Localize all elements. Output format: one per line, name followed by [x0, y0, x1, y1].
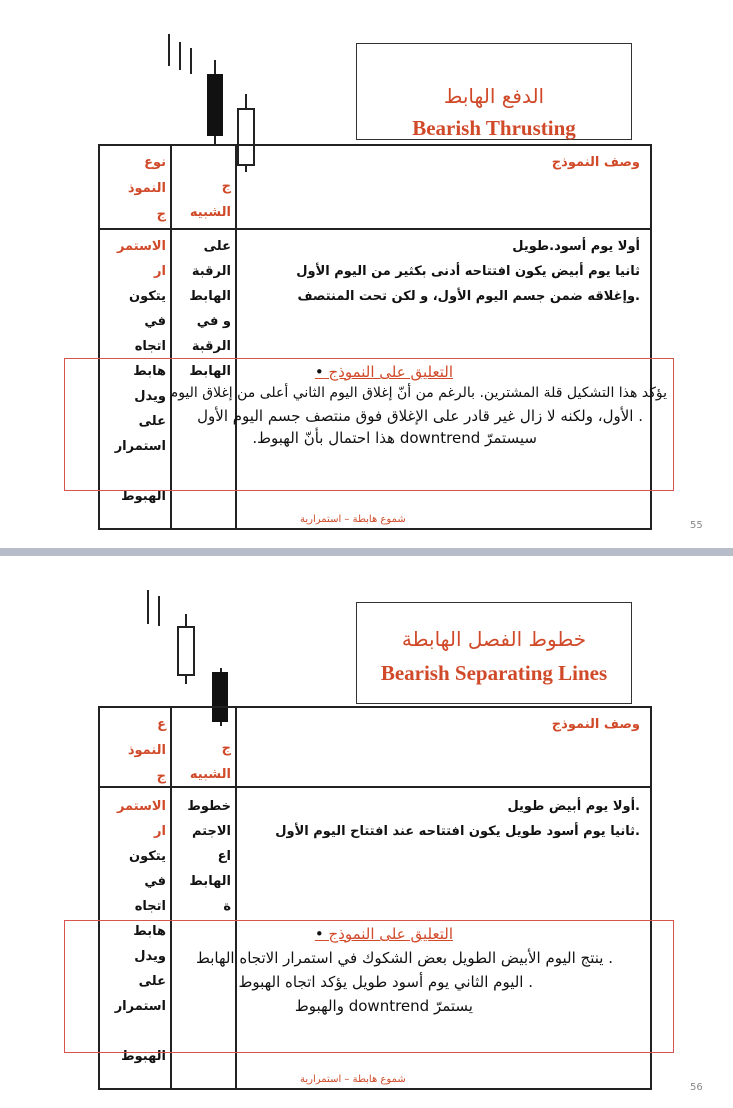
title-english: Bearish Separating Lines	[380, 661, 608, 685]
slide-separator	[0, 548, 733, 556]
tick-mark	[147, 590, 149, 624]
row-divider	[100, 228, 650, 230]
comment-line: يؤكد هذا التشكيل قلة المشترين. بالرغم من أنّ إغلاق اليوم الثاني أعلى من إغلاق اليوم	[169, 385, 667, 401]
page-number: 56	[690, 1082, 703, 1093]
tick-mark	[179, 42, 181, 70]
pattern-type: الاستمر ار يتكون في اتجاه هابط ويدل على استمرار الهبوط	[114, 799, 166, 1064]
pattern-description: .أولا يوم أبيض طويل .ثانيا يوم أسود طويل يكون افتتاحه عند افتتاح اليوم الأول	[275, 799, 640, 839]
comment-line: . الأول، ولكنه لا زال غير قادر على الإغلاق فوق منتصف جسم اليوم الأول	[197, 407, 643, 425]
header-similar: ج الشبيه	[189, 179, 231, 220]
header-type: نوع النموذ ج	[127, 155, 166, 222]
similar-patterns: على الرقبة الهابط و في الرقبة الهابط	[189, 239, 231, 379]
tick-mark	[168, 34, 170, 66]
title-box	[356, 43, 632, 140]
comment-title: التعليق على النموذج •	[314, 363, 453, 381]
title-box	[356, 602, 632, 704]
comment-box	[64, 920, 674, 1053]
title-arabic: الدفع الهابط	[443, 84, 545, 108]
slide-footer: شموع هابطة – استمرارية	[300, 514, 406, 525]
comment-line: . ينتج اليوم الأبيض الطويل بعض الشكوك في استمرار الاتجاه الهابط	[195, 949, 613, 967]
header-type: ع النموذ ج	[127, 717, 166, 784]
pattern-type: الاستمر ار يتكون في اتجاه هابط ويدل على استمرار الهبوط	[114, 239, 166, 504]
similar-patterns: خطوط الاجتم اع الهابط ة	[187, 799, 231, 914]
white-candle-icon	[177, 626, 195, 676]
slide-footer: شموع هابطة – استمرارية	[300, 1074, 406, 1085]
header-description: وصف النموذج	[551, 155, 640, 170]
title-arabic: خطوط الفصل الهابطة	[401, 627, 587, 651]
tick-mark	[190, 48, 192, 74]
slide-56	[0, 556, 733, 1108]
black-candle-icon	[207, 74, 223, 136]
tick-mark	[158, 596, 160, 626]
comment-title: التعليق على النموذج •	[314, 925, 453, 943]
header-similar: ج الشبيه	[189, 741, 231, 782]
comment-line: يستمرّ downtrend والهبوط	[294, 997, 473, 1015]
comment-line: سيستمرّ downtrend هذا احتمال بأنّ الهبوط.	[252, 429, 537, 447]
comment-line: . اليوم الثاني يوم أسود طويل يؤكد اتجاه الهبوط	[238, 973, 533, 991]
slide-55	[0, 0, 733, 548]
comment-box	[64, 358, 674, 491]
title-english: Bearish Thrusting	[412, 116, 576, 140]
pattern-description: أولا يوم أسود.طويل ثانيا يوم أبيض يكون افتتاحه أدنى بكثير من اليوم الأول .وإغلاقه ضمن جسم اليوم الأول، و لكن تحت المنتصف	[296, 239, 640, 304]
page-number: 55	[690, 520, 703, 531]
header-description: وصف النموذج	[551, 717, 640, 732]
